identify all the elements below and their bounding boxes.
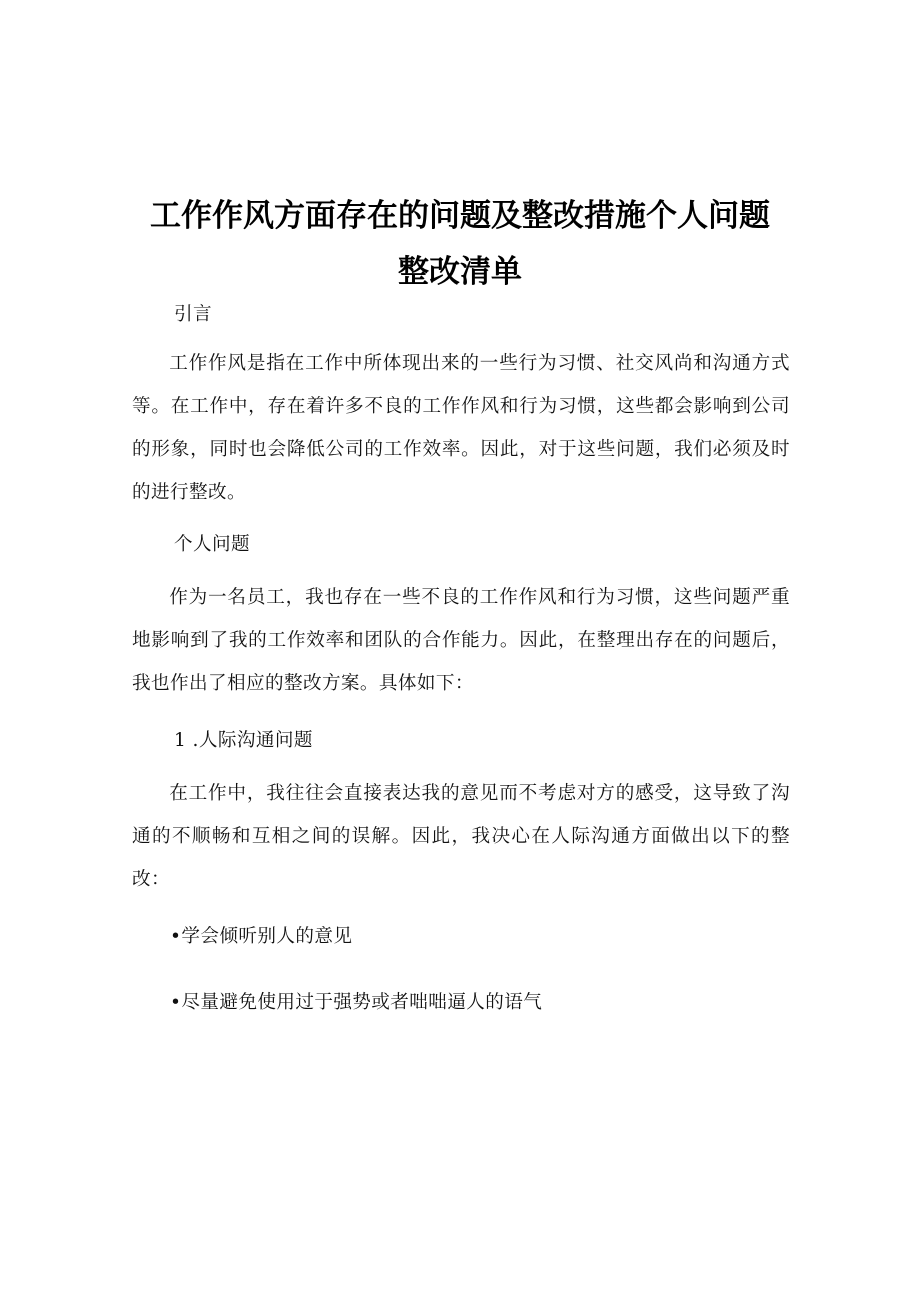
title-line-2: 整改清单 [398,254,522,290]
bullet-item-tone: •尽量避免使用过于强势或者咄咄逼人的语气 [170,992,543,1013]
section-heading-intro: 引言 [174,304,212,325]
title-line-1: 工作作风方面存在的问题及整改措施个人问题 [150,198,770,234]
section-heading-communication: 1 .人际沟通问题 [174,730,313,751]
paragraph-intro: 工作作风是指在工作中所体现出来的一些行为习惯、社交风尚和沟通方式等。在工作中，存在着许多不良的工作作风和行为习惯，这些都会影响到公司的形象，同时也会降低公司的工作效率。因此，对于这些问题，我们必须及时的进行整改。 [132,353,790,503]
document-title [120,188,800,300]
section-heading-personal-issues: 个人问题 [174,534,250,555]
bullet-item-listen: •学会倾听别人的意见 [170,926,353,947]
paragraph-communication: 在工作中，我往往会直接表达我的意见而不考虑对方的感受，这导致了沟通的不顺畅和互相之间的误解。因此，我决心在人际沟通方面做出以下的整改： [132,783,790,890]
paragraph-personal-issues: 作为一名员工，我也存在一些不良的工作作风和行为习惯，这些问题严重地影响到了我的工作效率和团队的合作能力。因此，在整理出存在的问题后，我也作出了相应的整改方案。具体如下： [132,587,790,694]
